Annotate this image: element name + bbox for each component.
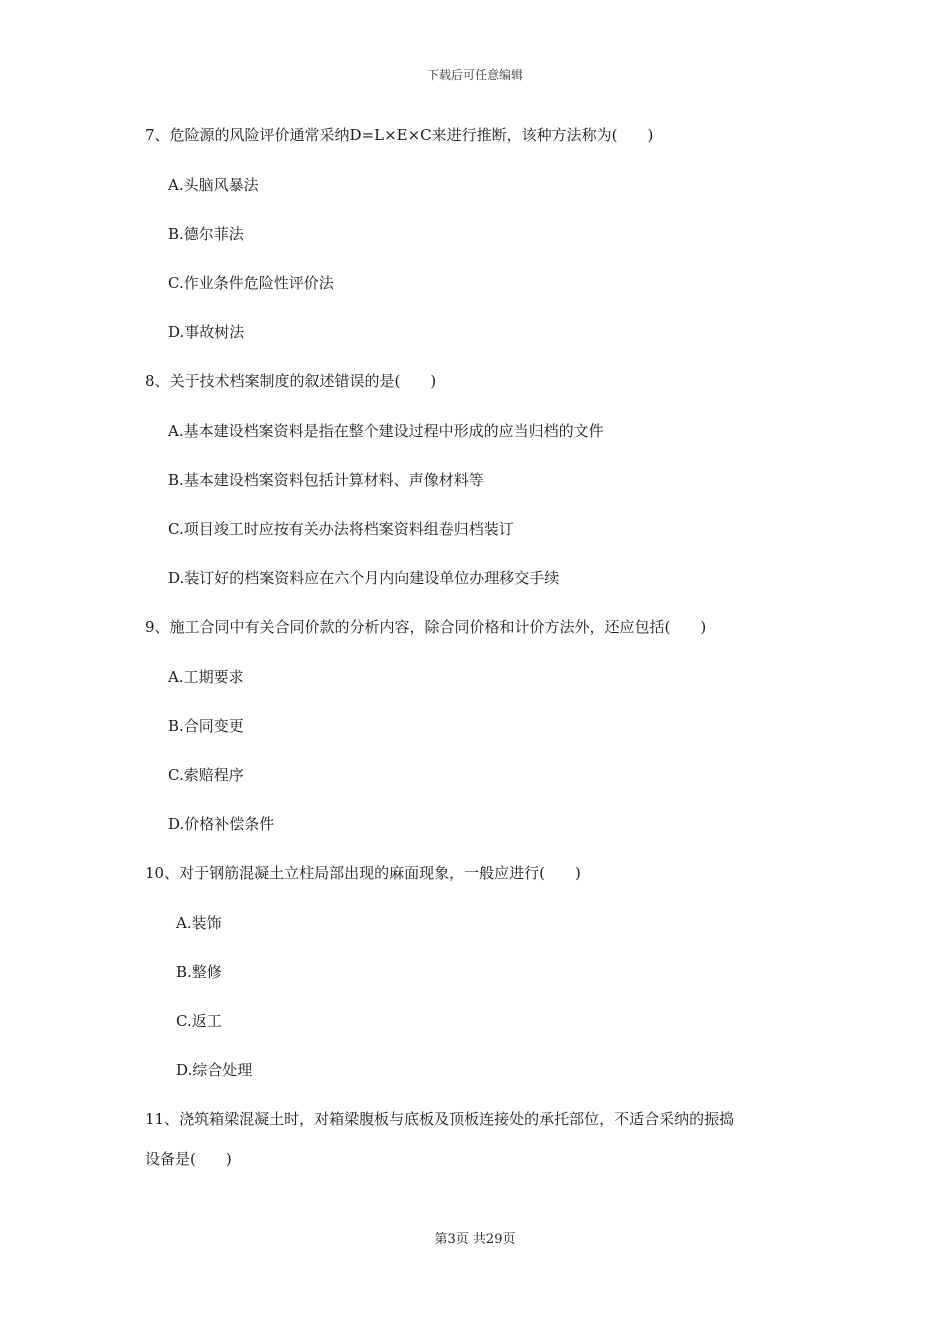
- question-9-option-d: D.价格补偿条件: [168, 815, 275, 833]
- question-8-option-d: D.装订好的档案资料应在六个月内向建设单位办理移交手续: [168, 569, 560, 587]
- question-9-option-a: A.工期要求: [168, 668, 244, 686]
- question-9-stem: 9、施工合同中有关合同价款的分析内容，除合同价格和计价方法外，还应包括( ): [145, 618, 707, 636]
- page-header: 下载后可任意编辑: [426, 68, 523, 82]
- question-10-option-b: B.整修: [176, 963, 222, 981]
- question-10-option-d: D.综合处理: [176, 1061, 253, 1079]
- question-7-stem: 7、危险源的风险评价通常采纳D=L×E×C来进行推断，该种方法称为( ): [145, 126, 654, 144]
- question-8-option-c: C.项目竣工时应按有关办法将档案资料组卷归档装订: [168, 520, 514, 538]
- page-footer: 第3页 共29页: [434, 1232, 516, 1247]
- question-9-option-b: B.合同变更: [168, 717, 244, 735]
- question-8-stem: 8、关于技术档案制度的叙述错误的是( ): [145, 372, 437, 390]
- question-7-option-a: A.头脑风暴法: [168, 176, 259, 194]
- question-11-stem-continued: 设备是( ): [145, 1150, 232, 1168]
- question-10-option-c: C.返工: [176, 1012, 222, 1030]
- question-7-option-b: B.德尔菲法: [168, 225, 244, 243]
- question-10-stem: 10、对于钢筋混凝土立柱局部出现的麻面现象，一般应进行( ): [145, 864, 581, 882]
- question-8-option-a: A.基本建设档案资料是指在整个建设过程中形成的应当归档的文件: [168, 422, 604, 440]
- question-11-stem: 11、浇筑箱梁混凝土时，对箱梁腹板与底板及顶板连接处的承托部位，不适合采纳的振捣: [145, 1110, 735, 1128]
- question-9-option-c: C.索赔程序: [168, 766, 244, 784]
- question-10-option-a: A.装饰: [176, 914, 222, 932]
- question-7-option-c: C.作业条件危险性评价法: [168, 274, 334, 292]
- question-8-option-b: B.基本建设档案资料包括计算材料、声像材料等: [168, 471, 484, 489]
- question-7-option-d: D.事故树法: [168, 323, 245, 341]
